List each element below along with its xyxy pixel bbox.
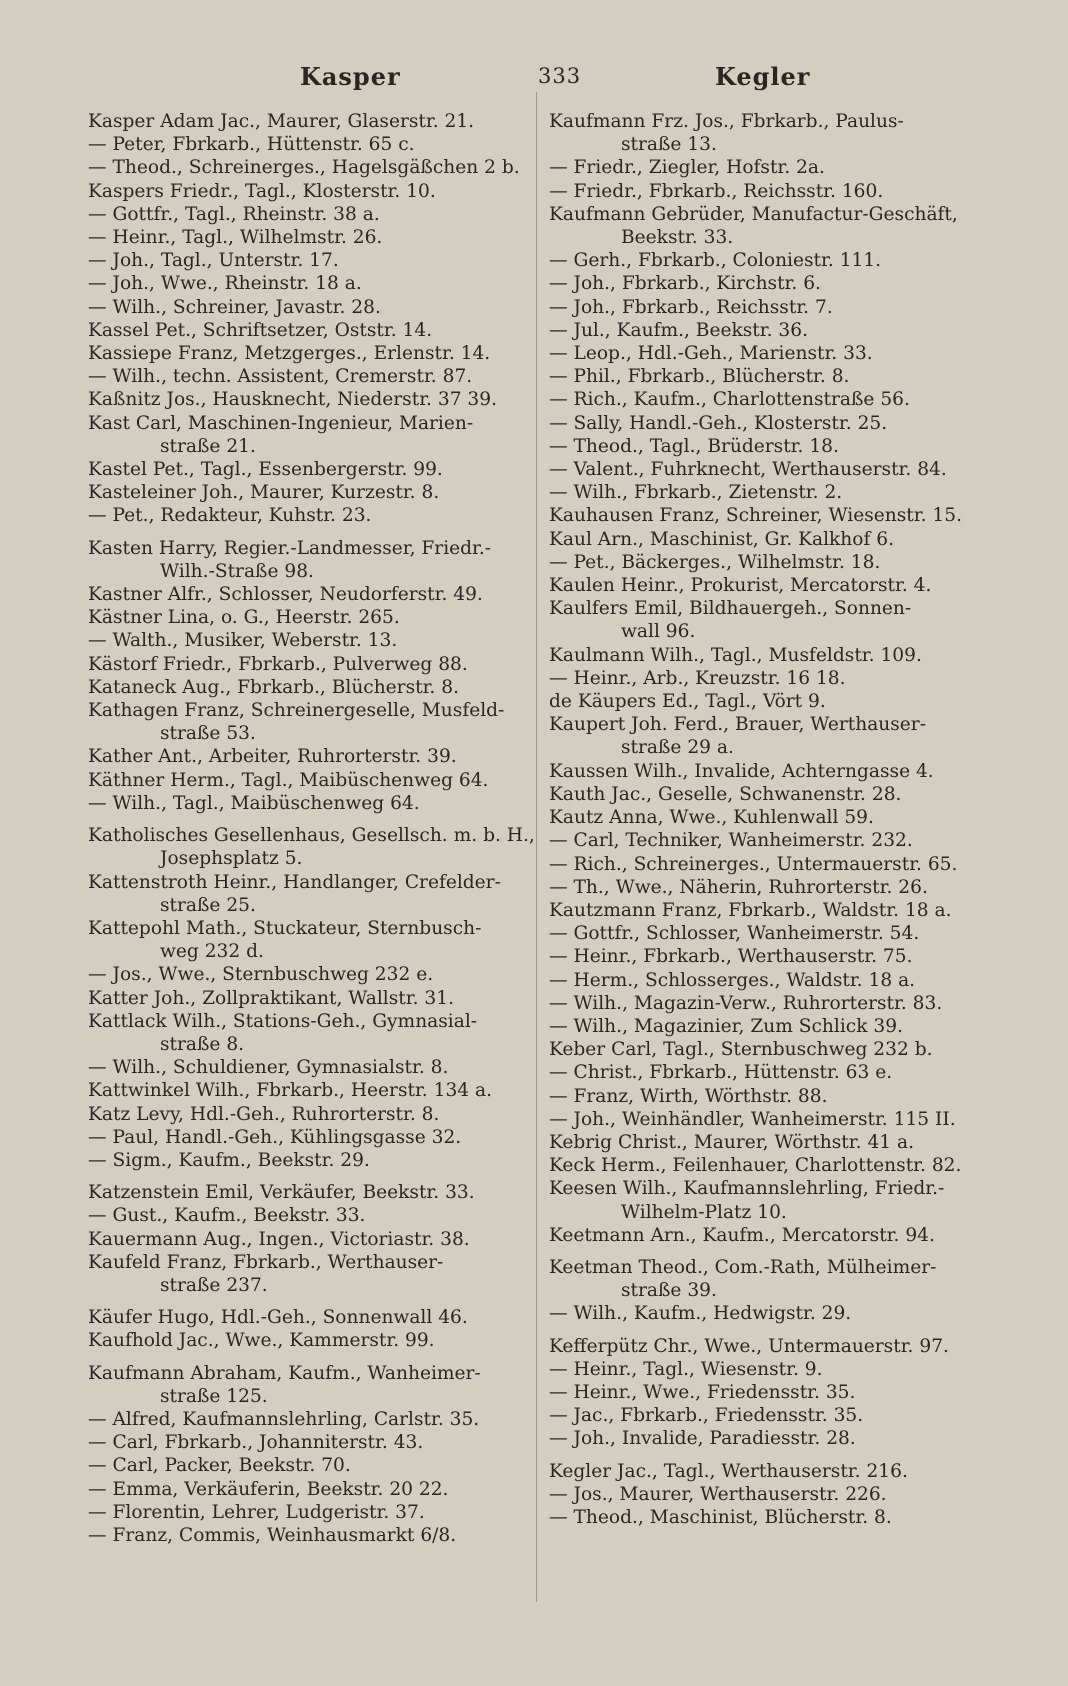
- entry-line: — Jos., Maurer, Werthauserstr. 226.: [549, 1483, 887, 1505]
- directory-entry: [88, 1228, 536, 1251]
- directory-entry: [88, 1478, 536, 1501]
- directory-entry: [88, 745, 536, 768]
- directory-entry: [549, 597, 987, 643]
- entry-continuation: straße 25.: [160, 894, 256, 916]
- directory-entry: [88, 1251, 536, 1297]
- entry-line: — Theod., Schreinerges., Hagelsgäßchen 2 b.: [88, 157, 520, 179]
- directory-entry: [88, 1149, 536, 1172]
- entry-line: — Herm., Schlosserges., Waldstr. 18 a.: [549, 969, 916, 991]
- directory-entry: [549, 481, 987, 504]
- directory-entry: [549, 922, 987, 945]
- entry-line: Kataneck Aug., Fbrkarb., Blücherstr. 8.: [88, 676, 459, 698]
- entry-line: Käthner Herm., Tagl., Maibüschenweg 64.: [88, 769, 489, 791]
- directory-entry: [549, 296, 987, 319]
- entry-line: de Käupers Ed., Tagl., Vört 9.: [549, 691, 826, 713]
- entry-continuation: straße 237.: [160, 1274, 268, 1296]
- header-right-keyword: Kegler: [715, 62, 811, 91]
- entry-line: — Joh., Invalide, Paradiesstr. 28.: [549, 1428, 856, 1450]
- directory-entry: [88, 987, 536, 1010]
- entry-line: — Gerh., Fbrkarb., Coloniestr. 111.: [549, 250, 882, 272]
- directory-entry: [549, 783, 987, 806]
- entry-line: — Leop., Hdl.-Geh., Marienstr. 33.: [549, 343, 873, 365]
- directory-entry: [88, 319, 536, 342]
- entry-line: — Alfred, Kaufmannslehrling, Carlstr. 35.: [88, 1408, 480, 1430]
- entry-line: Kasten Harry, Regier.-Landmesser, Friedr.-: [88, 537, 492, 559]
- directory-entry: [549, 1038, 987, 1061]
- directory-entry: [549, 1335, 987, 1358]
- entry-line: Kattenstroth Heinr., Handlanger, Crefelder-: [88, 871, 501, 893]
- entry-line: Kassiepe Franz, Metzgerges., Erlenstr. 14.: [88, 343, 491, 365]
- directory-entry: [88, 1056, 536, 1079]
- directory-entry: [549, 829, 987, 852]
- entry-line: Kattwinkel Wilh., Fbrkarb., Heerstr. 134 a.: [88, 1080, 493, 1102]
- directory-entry: [549, 1131, 987, 1154]
- directory-entry: [88, 110, 536, 133]
- directory-entry: [549, 203, 987, 249]
- directory-entry: [88, 1329, 536, 1352]
- directory-entry: [88, 388, 536, 411]
- entry-line: — Heinr., Arb., Kreuzstr. 16 18.: [549, 667, 846, 689]
- entry-line: — Emma, Verkäuferin, Beekstr. 20 22.: [88, 1478, 449, 1500]
- entry-continuation: Beekstr. 33.: [621, 227, 734, 249]
- directory-entry: [88, 824, 536, 870]
- directory-entry: [549, 1108, 987, 1131]
- directory-entry: [549, 1061, 987, 1084]
- directory-entry: [88, 296, 536, 319]
- entry-line: — Sigm., Kaufm., Beekstr. 29.: [88, 1149, 370, 1171]
- entry-line: — Th., Wwe., Näherin, Ruhrorterstr. 26.: [549, 876, 928, 898]
- directory-entry: [88, 792, 536, 815]
- entry-continuation: Wilhelm-Platz 10.: [621, 1201, 787, 1223]
- entry-line: Kauermann Aug., Ingen., Victoriastr. 38.: [88, 1228, 470, 1250]
- directory-entry: [88, 676, 536, 699]
- directory-entry: [88, 1204, 536, 1227]
- entry-line: — Phil., Fbrkarb., Blücherstr. 8.: [549, 366, 850, 388]
- entry-line: — Jos., Wwe., Sternbuschweg 232 e.: [88, 964, 434, 986]
- directory-entry: [88, 583, 536, 606]
- entry-line: — Wilh., Tagl., Maibüschenweg 64.: [88, 792, 420, 814]
- directory-entry: [88, 1126, 536, 1149]
- directory-entry: [88, 504, 536, 527]
- entry-line: — Carl, Packer, Beekstr. 70.: [88, 1455, 351, 1477]
- entry-line: — Franz, Wirth, Wörthstr. 88.: [549, 1085, 828, 1107]
- entry-line: — Rich., Kaufm., Charlottenstraße 56.: [549, 389, 910, 411]
- directory-entry: [88, 699, 536, 745]
- directory-entry: [549, 667, 987, 690]
- entry-line: Kebrig Christ., Maurer, Wörthstr. 41 a.: [549, 1131, 915, 1153]
- entry-line: — Joh., Fbrkarb., Reichsstr. 7.: [549, 296, 833, 318]
- directory-entry: [549, 690, 987, 713]
- directory-entry: [549, 458, 987, 481]
- entry-line: Katz Levy, Hdl.-Geh., Ruhrorterstr. 8.: [88, 1103, 440, 1125]
- entry-line: Kaufeld Franz, Fbrkarb., Werthauser-: [88, 1251, 444, 1273]
- column-divider: [536, 92, 537, 1602]
- directory-entry: [88, 1103, 536, 1126]
- entry-line: Kaul Arn., Maschinist, Gr. Kalkhof 6.: [549, 528, 895, 550]
- directory-entry: [549, 644, 987, 667]
- directory-entry: [88, 871, 536, 917]
- entry-line: — Friedr., Fbrkarb., Reichsstr. 160.: [549, 180, 884, 202]
- entry-line: — Paul, Handl.-Geh., Kühlingsgasse 32.: [88, 1126, 462, 1148]
- directory-entry: [88, 203, 536, 226]
- entry-line: Kaulfers Emil, Bildhauergeh., Sonnen-: [549, 598, 912, 620]
- entry-line: Kautzmann Franz, Fbrkarb., Waldstr. 18 a.: [549, 899, 952, 921]
- directory-entry: [549, 760, 987, 783]
- directory-entry: [549, 412, 987, 435]
- entry-line: Kästorf Friedr., Fbrkarb., Pulverweg 88.: [88, 653, 468, 675]
- entry-line: Keetmann Arn., Kaufm., Mercatorstr. 94.: [549, 1224, 935, 1246]
- entry-continuation: weg 232 d.: [160, 941, 264, 963]
- entry-line: — Carl, Fbrkarb., Johanniterstr. 43.: [88, 1432, 424, 1454]
- directory-entry: [88, 963, 536, 986]
- directory-entry: [88, 272, 536, 295]
- directory-entry: [549, 1483, 987, 1506]
- directory-entry: [549, 945, 987, 968]
- left-column: [88, 110, 536, 1547]
- entry-line: — Florentin, Lehrer, Ludgeristr. 37.: [88, 1501, 425, 1523]
- directory-entry: [549, 1358, 987, 1381]
- entry-line: — Wilh., Fbrkarb., Zietenstr. 2.: [549, 482, 843, 504]
- entry-line: Kefferpütz Chr., Wwe., Untermauerstr. 97.: [549, 1335, 949, 1357]
- entry-line: — Rich., Schreinerges., Untermauerstr. 65.: [549, 853, 958, 875]
- directory-entry: [549, 969, 987, 992]
- entry-line: Kathagen Franz, Schreinergeselle, Musfeld-: [88, 700, 505, 722]
- entry-line: Kaufmann Abraham, Kaufm., Wanheimer-: [88, 1362, 481, 1384]
- directory-entry: [88, 226, 536, 249]
- entry-line: Kegler Jac., Tagl., Werthauserstr. 216.: [549, 1460, 908, 1482]
- directory-entry: [88, 249, 536, 272]
- entry-line: Kattepohl Math., Stuckateur, Sternbusch-: [88, 917, 482, 939]
- directory-entry: [549, 1015, 987, 1038]
- entry-continuation: straße 13.: [621, 134, 717, 156]
- entry-continuation: straße 39.: [621, 1280, 717, 1302]
- directory-entry: [549, 110, 987, 156]
- directory-entry: [549, 1460, 987, 1483]
- entry-line: Kastel Pet., Tagl., Essenbergerstr. 99.: [88, 459, 443, 481]
- entry-line: Kaussen Wilh., Invalide, Achterngasse 4.: [549, 760, 934, 782]
- entry-continuation: straße 29 a.: [621, 737, 734, 759]
- directory-entry: [88, 1454, 536, 1477]
- entry-line: — Franz, Commis, Weinhausmarkt 6/8.: [88, 1524, 457, 1546]
- directory-entry: [88, 917, 536, 963]
- entry-line: — Wilh., Magazin-Verw., Ruhrorterstr. 83.: [549, 992, 943, 1014]
- directory-entry: [549, 551, 987, 574]
- directory-entry: [88, 653, 536, 676]
- entry-line: Kaupert Joh. Ferd., Brauer, Werthauser-: [549, 714, 926, 736]
- directory-entry: [549, 992, 987, 1015]
- directory-entry: [549, 249, 987, 272]
- directory-entry: [88, 342, 536, 365]
- entry-line: — Wilh., Schreiner, Javastr. 28.: [88, 296, 381, 318]
- entry-line: — Theod., Tagl., Brüderstr. 18.: [549, 435, 839, 457]
- entry-line: Keber Carl, Tagl., Sternbuschweg 232 b.: [549, 1039, 933, 1061]
- directory-entry: [88, 1010, 536, 1056]
- entry-line: Katholisches Gesellenhaus, Gesellsch. m. b. H.,: [88, 825, 535, 847]
- directory-entry: [549, 1256, 987, 1302]
- entry-line: — Valent., Fuhrknecht, Werthauserstr. 84.: [549, 459, 947, 481]
- entry-continuation: Wilh.-Straße 98.: [160, 560, 314, 582]
- entry-line: — Friedr., Ziegler, Hofstr. 2a.: [549, 157, 825, 179]
- entry-line: Kaulen Heinr., Prokurist, Mercatorstr. 4.: [549, 575, 932, 597]
- directory-entry: [549, 1224, 987, 1247]
- directory-entry: [549, 342, 987, 365]
- directory-entry: [549, 272, 987, 295]
- directory-entry: [88, 1306, 536, 1329]
- directory-entry: [549, 1302, 987, 1325]
- directory-entry: [549, 806, 987, 829]
- entry-line: — Gottfr., Schlosser, Wanheimerstr. 54.: [549, 923, 920, 945]
- directory-entry: [88, 537, 536, 583]
- directory-entry: [88, 156, 536, 179]
- entry-line: — Wilh., Schuldiener, Gymnasialstr. 8.: [88, 1057, 449, 1079]
- directory-entry: [549, 504, 987, 527]
- entry-line: Kaspers Friedr., Tagl., Klosterstr. 10.: [88, 180, 436, 202]
- entry-line: Kaufhold Jac., Wwe., Kammerstr. 99.: [88, 1330, 435, 1352]
- directory-entry: [88, 1181, 536, 1204]
- directory-entry: [88, 606, 536, 629]
- header-left-keyword: Kasper: [300, 62, 401, 91]
- entry-line: — Theod., Maschinist, Blücherstr. 8.: [549, 1506, 892, 1528]
- entry-line: — Joh., Fbrkarb., Kirchstr. 6.: [549, 273, 821, 295]
- entry-line: — Sally, Handl.-Geh., Klosterstr. 25.: [549, 412, 888, 434]
- page-number: 333: [538, 64, 582, 88]
- entry-line: — Joh., Tagl., Unterstr. 17.: [88, 250, 339, 272]
- directory-entry: [88, 1079, 536, 1102]
- directory-entry: [88, 1524, 536, 1547]
- entry-line: — Pet., Bäckerges., Wilhelmstr. 18.: [549, 551, 881, 573]
- directory-entry: [549, 156, 987, 179]
- directory-entry: [549, 713, 987, 759]
- entry-continuation: straße 53.: [160, 723, 256, 745]
- directory-entry: [549, 876, 987, 899]
- directory-entry: [549, 180, 987, 203]
- entry-line: Kasteleiner Joh., Maurer, Kurzestr. 8.: [88, 482, 440, 504]
- directory-entry: [549, 1154, 987, 1177]
- entry-line: — Heinr., Tagl., Wiesenstr. 9.: [549, 1358, 823, 1380]
- entry-line: Kast Carl, Maschinen-Ingenieur, Marien-: [88, 412, 474, 434]
- entry-line: — Jul., Kaufm., Beekstr. 36.: [549, 319, 808, 341]
- entry-line: Kaßnitz Jos., Hausknecht, Niederstr. 37 39.: [88, 389, 497, 411]
- entry-line: Keck Herm., Feilenhauer, Charlottenstr. 82.: [549, 1155, 962, 1177]
- entry-line: Kaulmann Wilh., Tagl., Musfeldstr. 109.: [549, 644, 922, 666]
- entry-continuation: straße 125.: [160, 1385, 268, 1407]
- entry-line: Katzenstein Emil, Verkäufer, Beekstr. 33.: [88, 1182, 475, 1204]
- entry-line: Kaufmann Gebrüder, Manufactur-Geschäft,: [549, 203, 958, 225]
- entry-line: Keesen Wilh., Kaufmannslehrling, Friedr.-: [549, 1178, 945, 1200]
- entry-line: — Jac., Fbrkarb., Friedensstr. 35.: [549, 1405, 864, 1427]
- entry-line: Kather Ant., Arbeiter, Ruhrorterstr. 39.: [88, 746, 457, 768]
- directory-entry: [88, 1408, 536, 1431]
- directory-entry: [549, 574, 987, 597]
- directory-entry: [88, 365, 536, 388]
- directory-entry: [549, 1085, 987, 1108]
- entry-line: Kauhausen Franz, Schreiner, Wiesenstr. 15.: [549, 505, 963, 527]
- directory-entry: [88, 769, 536, 792]
- directory-entry: [549, 319, 987, 342]
- directory-entry: [549, 853, 987, 876]
- directory-entry: [88, 412, 536, 458]
- directory-entry: [549, 1177, 987, 1223]
- page-header: [0, 62, 1068, 98]
- entry-continuation: straße 8.: [160, 1033, 245, 1055]
- entry-line: Kautz Anna, Wwe., Kuhlenwall 59.: [549, 807, 874, 829]
- right-column: [549, 110, 987, 1529]
- entry-line: Kassel Pet., Schriftsetzer, Oststr. 14.: [88, 319, 433, 341]
- directory-entry: [549, 1404, 987, 1427]
- entry-continuation: wall 96.: [621, 621, 696, 643]
- entry-line: Kattlack Wilh., Stations-Geh., Gymnasial-: [88, 1010, 478, 1032]
- entry-line: — Heinr., Tagl., Wilhelmstr. 26.: [88, 227, 383, 249]
- directory-entry: [88, 458, 536, 481]
- entry-line: — Wilh., techn. Assistent, Cremerstr. 87.: [88, 366, 473, 388]
- entry-line: — Heinr., Wwe., Friedensstr. 35.: [549, 1381, 856, 1403]
- entry-line: — Wilh., Kaufm., Hedwigstr. 29.: [549, 1303, 852, 1325]
- directory-entry: [88, 481, 536, 504]
- directory-entry: [549, 1427, 987, 1450]
- entry-line: Kaufmann Frz. Jos., Fbrkarb., Paulus-: [549, 111, 904, 132]
- entry-line: — Joh., Wwe., Rheinstr. 18 a.: [88, 273, 362, 295]
- entry-line: — Walth., Musiker, Weberstr. 13.: [88, 630, 398, 652]
- directory-entry: [549, 528, 987, 551]
- entry-line: Katter Joh., Zollpraktikant, Wallstr. 31.: [88, 987, 454, 1009]
- directory-entry: [549, 1506, 987, 1529]
- directory-entry: [549, 365, 987, 388]
- entry-line: Kasper Adam Jac., Maurer, Glaserstr. 21.: [88, 111, 475, 132]
- entry-line: — Christ., Fbrkarb., Hüttenstr. 63 e.: [549, 1062, 893, 1084]
- entry-line: — Heinr., Fbrkarb., Werthauserstr. 75.: [549, 946, 913, 968]
- entry-line: Kastner Alfr., Schlosser, Neudorferstr. 49.: [88, 584, 483, 606]
- entry-line: — Pet., Redakteur, Kuhstr. 23.: [88, 505, 372, 527]
- entry-line: — Carl, Techniker, Wanheimerstr. 232.: [549, 830, 913, 852]
- entry-continuation: Josephsplatz 5.: [160, 848, 303, 870]
- entry-line: Käufer Hugo, Hdl.-Geh., Sonnenwall 46.: [88, 1307, 468, 1329]
- directory-entry: [549, 899, 987, 922]
- entry-line: — Gust., Kaufm., Beekstr. 33.: [88, 1205, 366, 1227]
- entry-line: — Joh., Weinhändler, Wanheimerstr. 115 II.: [549, 1108, 956, 1130]
- directory-entry: [549, 388, 987, 411]
- entry-line: Keetman Theod., Com.-Rath, Mülheimer-: [549, 1256, 937, 1278]
- directory-entry: [88, 180, 536, 203]
- directory-entry: [549, 1381, 987, 1404]
- directory-entry: [88, 1501, 536, 1524]
- entry-line: — Gottfr., Tagl., Rheinstr. 38 a.: [88, 203, 380, 225]
- entry-line: Kästner Lina, o. G., Heerstr. 265.: [88, 607, 400, 629]
- directory-entry: [88, 1431, 536, 1454]
- directory-entry: [549, 435, 987, 458]
- directory-entry: [88, 1362, 536, 1408]
- entry-line: Kauth Jac., Geselle, Schwanenstr. 28.: [549, 783, 902, 805]
- entry-continuation: straße 21.: [160, 435, 256, 457]
- entry-line: — Peter, Fbrkarb., Hüttenstr. 65 c.: [88, 134, 415, 156]
- directory-entry: [88, 133, 536, 156]
- directory-entry: [88, 629, 536, 652]
- entry-line: — Wilh., Magazinier, Zum Schlick 39.: [549, 1015, 903, 1037]
